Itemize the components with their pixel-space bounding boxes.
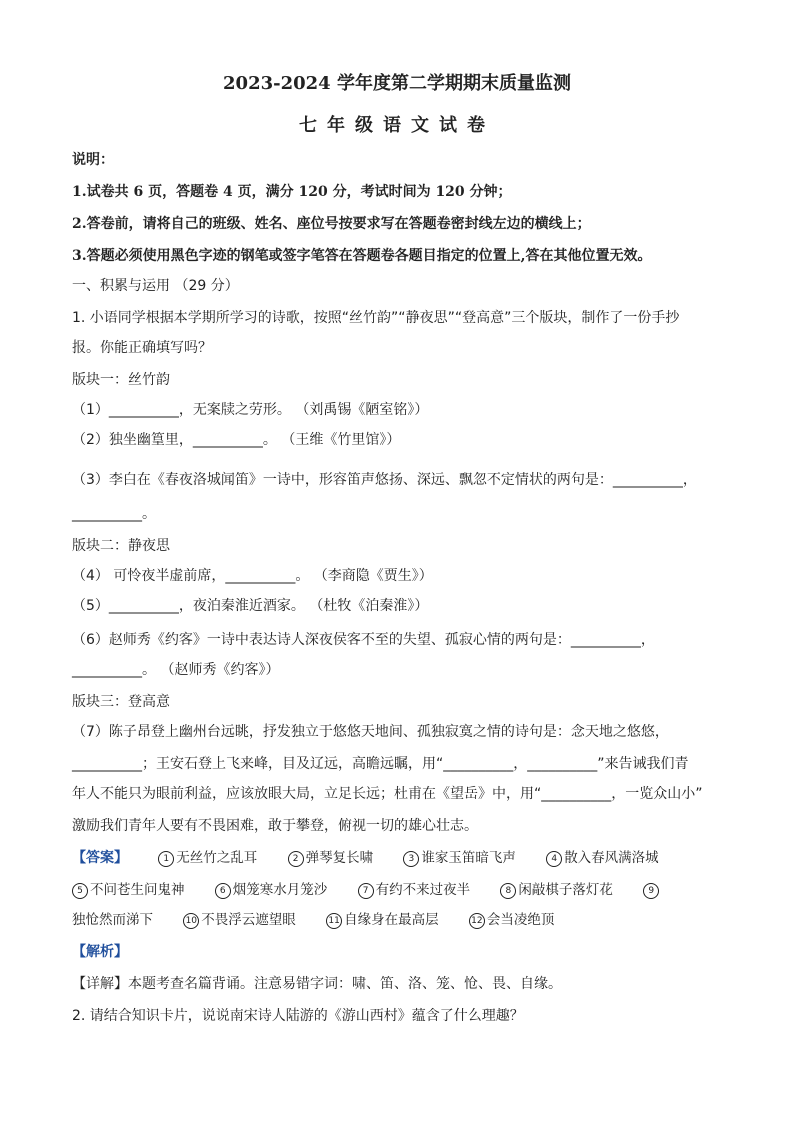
answer-item: 4 散入春风满洛城 xyxy=(546,850,659,866)
question-line: 年人不能只为眼前利益，应该放眼大局，立足长远；杜甫在《望岳》中，用“__________，一览众山小” xyxy=(72,786,703,802)
question-line: 报。你能正确填写吗？ xyxy=(72,340,212,356)
answer-item: 2 弹琴复长啸 xyxy=(288,850,374,866)
answer-item: 3 谁家玉笛暗飞声 xyxy=(403,850,516,866)
circled-number: 11 xyxy=(326,913,342,929)
note-item: 3.答题必须使用黑色字迹的钢笔或签字笔答在答题卷各题目指定的位置上,答在其他位置无效。 xyxy=(72,248,652,264)
circled-number: 3 xyxy=(403,851,419,867)
circled-number: 9 xyxy=(643,883,659,899)
question-line: 1. 小语同学根据本学期所学习的诗歌，按照“丝竹韵”“静夜思”“登高意”三个版块，制作了一份手抄 xyxy=(72,310,680,326)
answer-item: 5 不问苍生问鬼神 xyxy=(72,882,185,898)
answer-item: 7 有约不来过夜半 xyxy=(358,882,471,898)
circled-number: 10 xyxy=(183,913,199,929)
exam-subtitle: 七年级语文试卷 xyxy=(299,115,495,136)
block-heading: 版块二：静夜思 xyxy=(72,538,170,554)
question-line: 激励我们青年人要有不畏困难，敢于攀登，俯视一切的雄心壮志。 xyxy=(72,818,478,834)
circled-number: 2 xyxy=(288,851,304,867)
question-line: （7）陈子昂登上幽州台远眺，抒发独立于悠悠天地间、孤独寂寞之情的诗句是：念天地之悠悠， xyxy=(72,724,669,740)
question-line: __________。 （赵师秀《约客》） xyxy=(72,662,280,678)
circled-number: 12 xyxy=(469,913,485,929)
question-line: （2）独坐幽篁里，__________。 （王维《竹里馆》） xyxy=(72,432,401,448)
answer-item: 10 不畏浮云遮望眼 xyxy=(183,912,296,928)
answer-line xyxy=(72,880,661,900)
note-item: 2.答卷前，请将自己的班级、姓名、座位号按要求写在答题卷密封线左边的横线上； xyxy=(72,216,591,232)
question-line: （3）李白在《春夜洛城闻笛》一诗中，形容笛声悠扬、深远、飘忽不定情状的两句是：__________， xyxy=(72,472,697,488)
circled-number: 7 xyxy=(358,883,374,899)
analysis-detail: 【详解】本题考查名篇背诵。注意易错字词：啸、笛、洛、笼、怆、畏、自缘。 xyxy=(72,976,562,992)
answer-item xyxy=(643,882,661,898)
answer-item: 12 会当凌绝顶 xyxy=(469,912,555,928)
question-line: （1）__________，无案牍之劳形。 （刘禹锡《陋室铭》） xyxy=(72,402,429,418)
answer-label: 【答案】 xyxy=(72,850,128,866)
block-heading: 版块一：丝竹韵 xyxy=(72,372,170,388)
note-item: 1.试卷共 6 页，答题卷 4 页，满分 120 分，考试时间为 120 分钟； xyxy=(72,184,512,200)
question-line: （4） 可怜夜半虚前席，__________。 （李商隐《贾生》） xyxy=(72,568,433,584)
circled-number: 1 xyxy=(158,851,174,867)
question-line: __________。 xyxy=(72,506,156,522)
circled-number: 6 xyxy=(215,883,231,899)
answer-item: 1 无丝竹之乱耳 xyxy=(158,850,257,866)
circled-number: 8 xyxy=(500,883,516,899)
answer-item: 11 自缘身在最高层 xyxy=(326,912,439,928)
answer-item-continued: 独怆然而涕下 xyxy=(72,912,153,928)
circled-number: 5 xyxy=(72,883,88,899)
question-line: （5）__________，夜泊秦淮近酒家。 （杜牧《泊秦淮》） xyxy=(72,598,429,614)
exam-title: 2023-2024 学年度第二学期期末质量监测 xyxy=(223,73,571,94)
question-line: __________；王安石登上飞来峰，目及辽远，高瞻远瞩，用“__________，__________”来告诫我们青 xyxy=(72,756,689,772)
block-heading: 版块三：登高意 xyxy=(72,694,170,710)
question-2: 2. 请结合知识卡片，说说南宋诗人陆游的《游山西村》蕴含了什么理趣？ xyxy=(72,1008,524,1024)
notes-heading: 说明： xyxy=(72,152,114,168)
section-heading: 一、积累与运用 （29 分） xyxy=(72,278,239,294)
circled-number: 4 xyxy=(546,851,562,867)
answer-item: 8 闲敲棋子落灯花 xyxy=(500,882,613,898)
analysis-label: 【解析】 xyxy=(72,944,128,960)
answer-line xyxy=(72,910,554,930)
answer-line xyxy=(72,848,659,868)
answer-item: 6 烟笼寒水月笼沙 xyxy=(215,882,328,898)
question-line: （6）赵师秀《约客》一诗中表达诗人深夜侯客不至的失望、孤寂心情的两句是：__________， xyxy=(72,632,655,648)
